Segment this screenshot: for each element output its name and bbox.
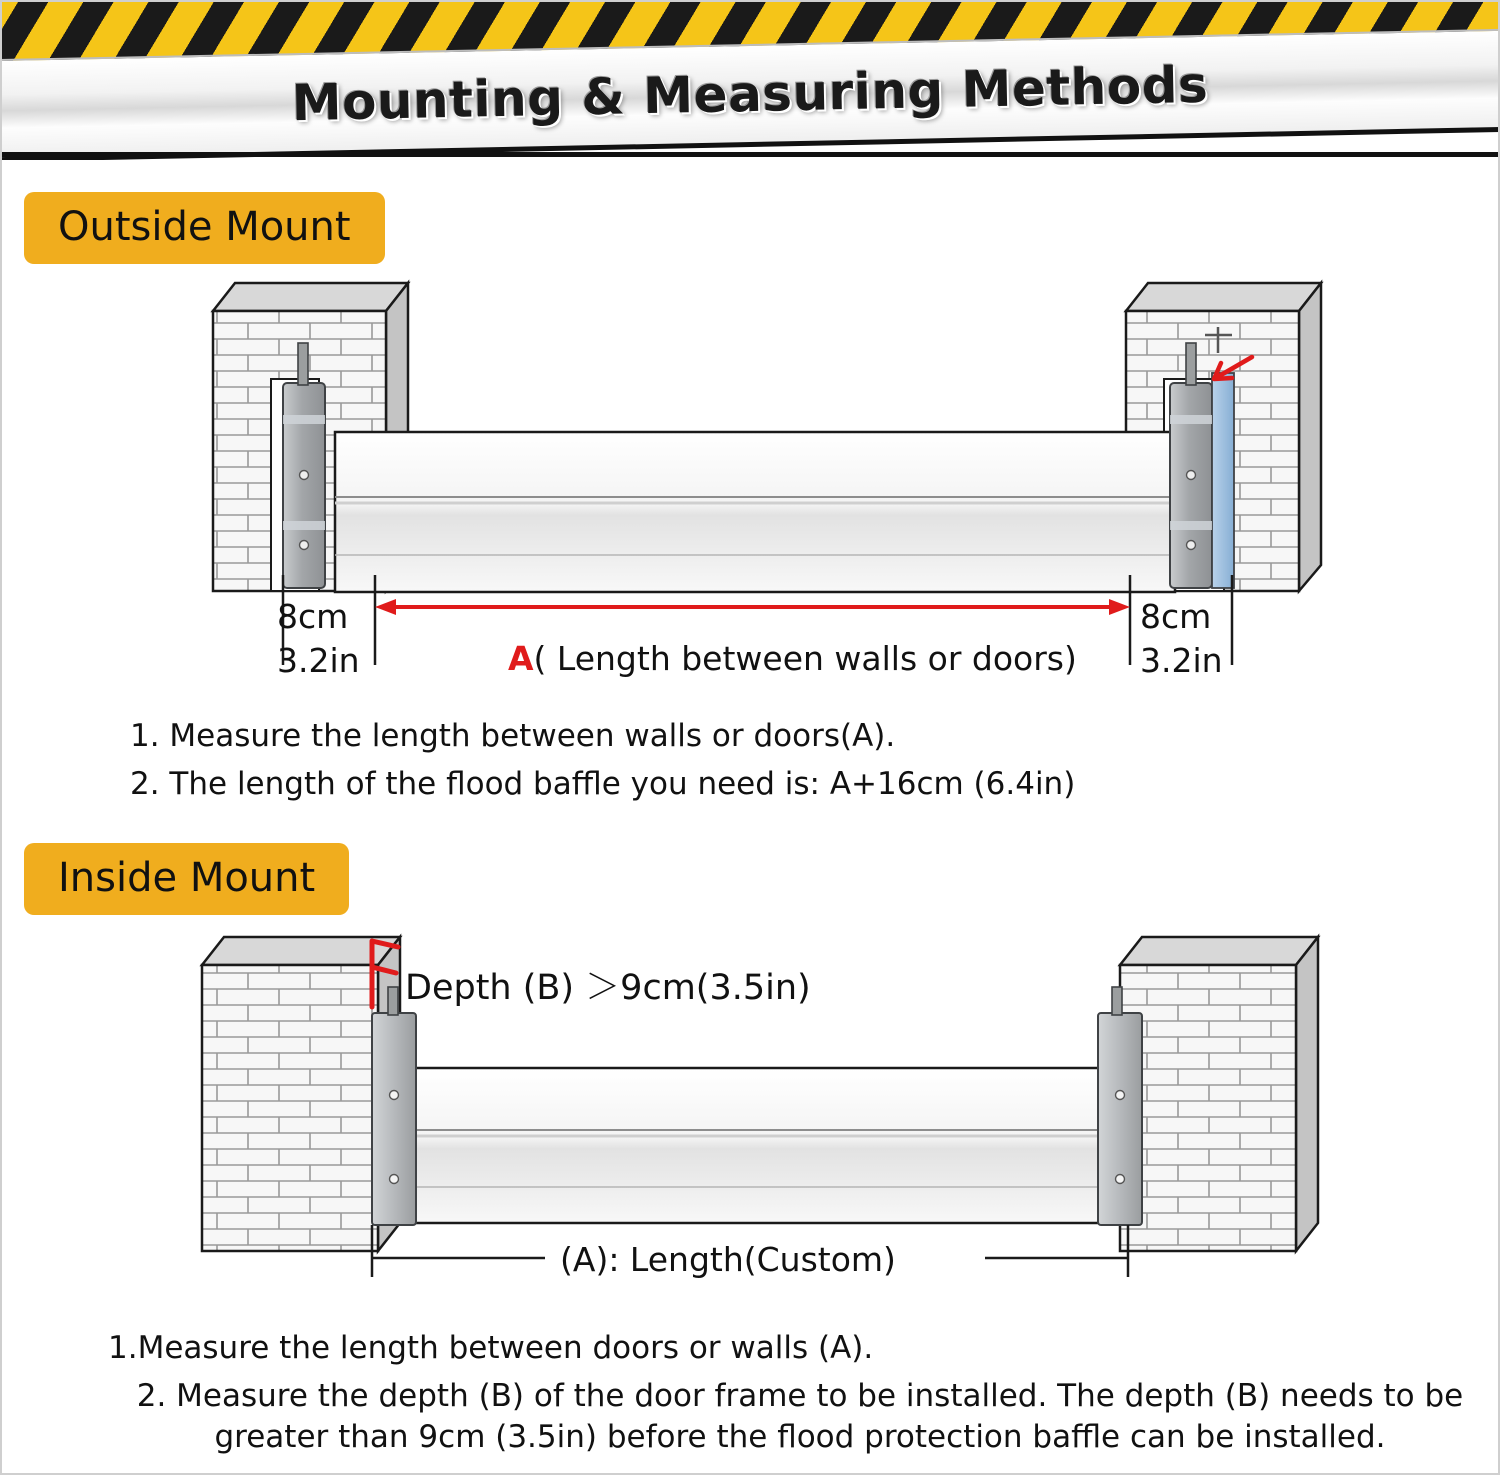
- dimension-letter-a: A: [508, 639, 534, 678]
- inside-flood-baffle-panel: [398, 1068, 1126, 1223]
- inside-length-label: (A): Length(Custom): [560, 1240, 896, 1279]
- outside-left-dim-in: 3.2in: [277, 641, 360, 680]
- outside-right-dim-cm: 8cm: [1140, 597, 1212, 636]
- inside-mount-tag: Inside Mount: [24, 843, 349, 915]
- outside-right-dim-in: 3.2in: [1140, 641, 1223, 680]
- dimension-caption-text: ( Length between walls or doors): [533, 639, 1077, 678]
- inside-note-1: 1.Measure the length between doors or walls (A).: [108, 1330, 874, 1366]
- outside-mount-diagram: [0, 275, 1500, 695]
- outside-left-dim-cm: 8cm: [277, 597, 349, 636]
- inside-right-wall-brick: [1120, 937, 1318, 1251]
- header-divider: [0, 152, 1500, 157]
- inside-mount-section: [24, 843, 349, 915]
- outside-mount-notes: [130, 718, 1075, 814]
- inside-depth-label: Depth (B) ＞9cm(3.5in): [405, 968, 811, 1008]
- inside-mount-diagram: [0, 925, 1500, 1305]
- page-header: [0, 0, 1500, 160]
- page-title: Mounting & Measuring Methods: [291, 55, 1209, 133]
- inside-mount-notes: [100, 1330, 1500, 1458]
- inside-right-mount-bracket: [1098, 987, 1142, 1225]
- outside-mount-tag: Outside Mount: [24, 192, 385, 264]
- inside-note-2: 2. Measure the depth (B) of the door frame to be installed. The depth (B) needs to be greater than 9cm (3.5in) before the flood protection baffle can be installed.: [136, 1378, 1464, 1455]
- outside-note-2: 2. The length of the flood baffle you need is: A+16cm (6.4in): [130, 766, 1076, 802]
- outside-arrow-caption: [508, 639, 1077, 678]
- flood-baffle-panel: [335, 432, 1175, 592]
- outside-note-1: 1. Measure the length between walls or doors(A).: [130, 718, 896, 754]
- outside-mount-section: [24, 192, 385, 264]
